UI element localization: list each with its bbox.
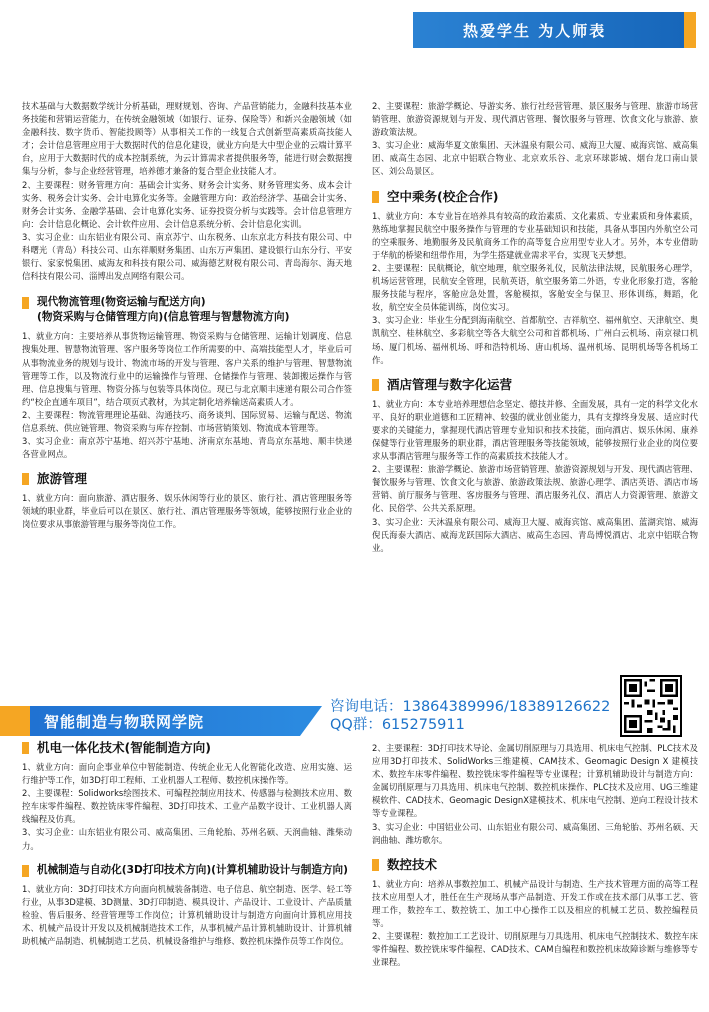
hotel-para-1: 1、就业方向：本专业培养理想信念坚定、德技并修、全面发展，具有一定的科学文化水平、良好的职业道德和工匠精神、较强的就业创业能力，具有支撑终身发展、适应时代要求的关键能力，掌握现代酒店管理专业知识和技术技能，面向酒店、娱乐休闲、康养保健等行业管理服务的职业群，酒店管理服务等技能领域，能够按照行业企业的岗位要求从事酒店管理与服务等工作的高素质技术技能人才。 xyxy=(372,398,698,462)
mechatronics-title: 机电一体化技术(智能制造方向) xyxy=(37,740,211,755)
tourism-para-1: 1、就业方向：面向旅游、酒店服务、娱乐休闲等行业的景区、旅行社、酒店管理服务等领域的职业群，毕业后可以在景区、旅行社、酒店管理服务等领域，能够按照行业企业的岗位要求从事旅游管理与服务等岗位工作。 xyxy=(22,493,352,530)
mechanical-para-3: 3、实习企业：中国铝业公司、山东铝业有限公司、威高集团、三角轮胎、苏州名硕、天润曲轴、潍坊歌尔。 xyxy=(372,821,698,845)
cnc-para-1: 1、就业方向：培养从事数控加工、机械产品设计与制造、生产技术管理方面的高等工程技术应用型人才，胜任在生产现场从事产品制造、开发工作或在技术部门从事工艺、管理工作，数控车工、数控铣工、加工中心操作工以及相应的机械工艺员、数控编程员等。 xyxy=(372,878,698,929)
mechanical-title: 机械制造与自动化(3D打印技术方向)(计算机辅助设计与制造方向) xyxy=(37,863,348,876)
logistics-para-3: 3、实习企业：南京苏宁基地、绍兴苏宁基地、济南京东基地、青岛京东基地、顺丰快递各营业网点。 xyxy=(22,436,352,460)
header-banner xyxy=(0,0,709,60)
section-marker xyxy=(372,379,379,391)
mechanical-para-1: 1、就业方向：3D打印技术方向面向机械装备制造、电子信息、航空制造、医学、轻工等行业，从事3D建模、3D测量、3D打印制造、模具设计、产品设计、工业设计、产品质量检验、售后服务、经营管理等工作岗位；计算机辅助设计与制造方向面向计算机应用技术、机械产品设计开发以及机械制造技术工作，从事机械产品计算机辅助设计、计算机辅助机械产品制造、机械制造工艺员、机械设备维护与维修、数控机床操作员等工作岗位。 xyxy=(22,883,352,947)
phone-label: 咨询电话： xyxy=(330,699,403,715)
mechatronics-para-1: 1、就业方向：面向企事业单位中智能制造、传统企业无人化智能化改造、应用实施、运行维护等工作，如3D打印工程师、工业机器人工程师、数控机床操作等。 xyxy=(22,762,352,786)
section-marker xyxy=(372,191,379,203)
hotel-para-3: 3、实习企业：天沐温泉有限公司、威海卫大厦、威海宾馆、威高集团、蓝湖宾馆、威海倪氏海泰大酒店、威海龙跃国际大酒店、威高生态园、青岛博悦酒店、北京中铝联合物业。 xyxy=(372,516,698,553)
slogan-text: 热爱学生 为人师表 xyxy=(463,21,607,40)
section-logistics-heading xyxy=(22,295,352,325)
phone-line xyxy=(330,698,610,716)
tourism-title: 旅游管理 xyxy=(37,471,88,487)
finance-para-3: 3、实习企业：山东铝业有限公司、南京苏宁、山东税务、山东京北方科技有限公司、中科曙光（青岛）科技公司、山东祥顺财务集团、山东万声集团、建设银行山东分行、平安银行、家家悦集团、威海友和科技有限公司、威海德艺财税有限公司、青岛海尔、海天地信科技有限公司、淄博出发点网络有限公司。 xyxy=(22,231,352,282)
section-marker xyxy=(22,473,29,485)
airline-title: 空中乘务(校企合作) xyxy=(387,188,499,204)
phone-number: 13864389996/18389126622 xyxy=(402,699,611,715)
section-marker xyxy=(22,297,29,309)
right-column-lower xyxy=(372,742,698,969)
left-column-lower xyxy=(22,740,352,948)
logistics-para-1: 1、就业方向：主要培养从事货物运输管理、物资采购与仓储管理、运输计划调度、信息搜集处理、智慧物流管理、客户服务等岗位工作所需要的中、高端技能型人才，毕业后可从事物流业务的规划与设计、物流市场的开发与管理、客户关系的维护与管理、智慧物流管理等工作，以及物流行业中的运输操作与管理、仓储操作与管理、装卸搬运操作与管理、信息搜集与管理、物资分拣与包装等具体岗位。现已与北京顺丰速递有限公司合作签约“校企直通车项目”，结合项页式教材，为其定制化培养输送高素质人才。 xyxy=(22,331,352,407)
college-title: 智能制造与物联网学院 xyxy=(44,712,205,731)
qr-code-icon xyxy=(624,679,678,733)
college-bar xyxy=(0,706,300,736)
right-column-upper xyxy=(372,100,698,555)
college-banner-tail xyxy=(300,706,322,736)
section-airline-heading xyxy=(372,189,698,205)
section-hotel-heading xyxy=(372,377,698,393)
finance-para-2: 2、主要课程：财务管理方向：基础会计实务、财务会计实务、财务管理实务、成本会计实务、税务会计实务、会计电算化实务等。金融管理方向：政治经济学、基础会计实务、财务会计实务、金融学基础、会计电算化实务、证券投资分析与实践等。会计信息管理方向：会计信息化概论、会计软件应用、会计信息系统分析、会计信息化实训。 xyxy=(22,179,352,229)
tourism-para-3: 3、实习企业：威海华夏文旅集团、天沐温泉有限公司、威海卫大厦、威海宾馆、威高集团、威高生态园、北京中铝联合物业、北京欢乐谷、北京环球影城、烟台龙口南山景区、刘公岛景区。 xyxy=(372,140,698,177)
qr-code xyxy=(620,675,682,737)
section-marker xyxy=(22,742,29,754)
mechatronics-para-2: 2、主要课程：Solidworks绘图技术、可编程控制应用技术、传感器与检测技术应用、数控车床零件编程、数控铣床零件编程、3D打印技术、工业产品数字设计、工业机器人离线编程及仿真。 xyxy=(22,788,352,825)
section-marker xyxy=(372,859,379,871)
cnc-title: 数控技术 xyxy=(387,856,438,872)
tourism-para-2: 2、主要课程：旅游学概论、导游实务、旅行社经营管理、景区服务与管理、旅游市场营销管理、旅游资源规划与开发、现代酒店管理、餐饮服务与管理、饮食文化与旅游、旅游政策法规。 xyxy=(372,101,698,138)
college-accent xyxy=(0,706,30,736)
banner-accent xyxy=(684,12,696,48)
left-column-upper xyxy=(22,100,352,532)
contact-info xyxy=(330,698,610,734)
college-banner xyxy=(0,706,330,736)
section-cnc-heading xyxy=(372,857,698,873)
hotel-title: 酒店管理与数字化运营 xyxy=(387,376,513,392)
logistics-para-2: 2、主要课程：物流管理理论基础、沟通技巧、商务谈判、国际贸易、运输与配送、物流信息系统、供应链管理、物资采购与库存控制、市场营销策划、物流成本管理等。 xyxy=(22,409,352,433)
hotel-para-2: 2、主要课程：旅游学概论、旅游市场营销管理、旅游资源规划与开发、现代酒店管理、餐饮服务与管理、饮食文化与旅游、旅游政策法规、旅游心理学、酒店英语、酒店市场营销、前厅服务与管理、客房服务与管理、酒店服务礼仪、酒店人力资源管理、旅游文化、民俗学、公共关系原理。 xyxy=(372,464,698,514)
section-tourism-heading xyxy=(22,471,352,487)
logistics-title-2: (物资采购与仓储管理方向)(信息管理与智慧物流方向) xyxy=(37,311,290,324)
logistics-title-1: 现代物流管理(物资运输与配送方向) xyxy=(37,296,206,309)
section-marker xyxy=(22,865,29,877)
qq-label: QQ群： xyxy=(330,717,382,733)
section-mechanical-heading xyxy=(22,863,352,878)
cnc-para-2: 2、主要课程：数控加工工艺设计、切削原理与刀具选用、机床电气控制技术、数控车床零件编程、数控铣床零件编程、CAD技术、CAM自编程和数控机床故障诊断与维修等专业课程。 xyxy=(372,931,698,968)
qq-line xyxy=(330,716,610,734)
section-mechatronics-heading xyxy=(22,740,352,756)
finance-para-1: 技术基础与大数据数学统计分析基础，理财规划、咨询、产品营销能力，金融科技基本业务技能和营销运营能力，在传统金融领域（如银行、证券、保险等）和新兴金融领域（如金融科技、数字货币、智能投顾等）从事相关工作的一线复合式创新型高素质高技能人才；会计信息管理应用于大数据时代的信息化建设，就业方向是大中型企业的云端计算平台，应用于大数据时代的成本控制系统，为云计算需求者提供服务等，能进行财会数据搜集与分析，参与企业经营管理，培养德才兼备的复合型企业技能人才。 xyxy=(22,101,352,177)
airline-para-1: 1、就业方向：本专业旨在培养具有较高的政治素质、文化素质、专业素质和身体素质，熟练地掌握民航空中服务操作与管理的专业基础知识和技能，具备从事国内外航空公司的空乘服务、地勤服务及民航商务工作的高等复合应用型专业人才。另外，本专业借助于华航的桥梁和纽带作用，为学生搭建就业需求平台，实现飞天梦想。 xyxy=(372,210,698,260)
mechanical-para-2: 2、主要课程：3D打印技术导论、金属切削原理与刀具选用、机床电气控制、PLC技术及应用3D打印技术、SolidWorks三维建模、CAM技术、Geomagic Design X 建模技术、数控车床零件编程、数控铣床零件编程等专业课程；计算机辅助设计与制造方向：金属切削原理与刀具选用、机床电气控制、数控机床操作、PLC技术及应用、UG三维建模软件、CAD技术、Geomagic DesignX建模技术、机床电气控制、逆向工程设计技术等专业课程。 xyxy=(372,743,698,819)
airline-para-3: 3、实习企业：毕业生分配到海南航空、首都航空、吉祥航空、福州航空、天津航空、奥凯航空、桂林航空、多彩航空等各大航空公司和首都机场、广州白云机场、南京禄口机场、厦门机场、福州机场、呼和浩特机场、唐山机场、温州机场、昆明机场等各机场工作。 xyxy=(372,315,698,365)
mechatronics-para-3: 3、实习企业：山东铝业有限公司、威高集团、三角轮胎、苏州名硕、天润曲轴、潍柴动力。 xyxy=(22,827,352,851)
slogan-bar xyxy=(413,12,696,48)
airline-para-2: 2、主要课程：民航概论，航空地理，航空服务礼仪，民航法律法规，民航服务心理学，机场运营管理，民航安全管理，民航英语，航空服务第二外语，专业化形象打造，客舱服务技能与程序，客舱应急处置，客舱模拟，客舱安全与保卫、形体训练，舞蹈，化妆，航空安全员体能训练，岗位实习。 xyxy=(372,262,698,313)
qq-number: 615275911 xyxy=(381,717,465,733)
